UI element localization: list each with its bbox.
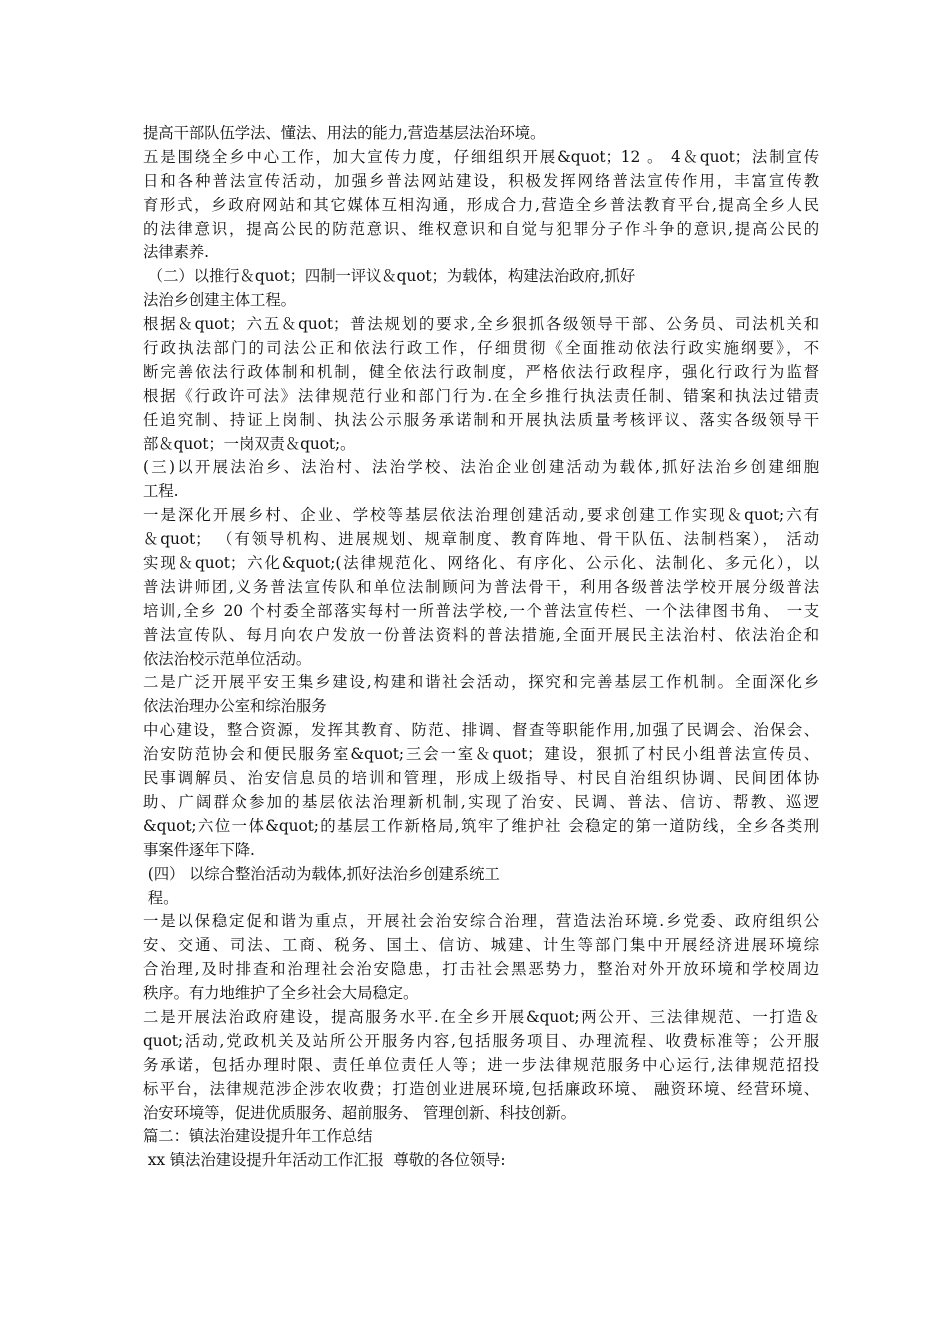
text-line: 依法治理办公室和综治服务 — [143, 697, 327, 716]
text-line: xx 镇法治建设提升年活动工作汇报 尊敬的各位领导: — [143, 1151, 506, 1170]
text-line: 的法律意识，提高公民的防范意识、维权意识和自觉与犯罪分子作斗争的意识,提高公民的 — [143, 219, 819, 238]
text-line: 根据《行政许可法》法律规范行业和部门行为.在全乡推行执法责任制、错案和执法过错责 — [143, 386, 819, 405]
text-line: 育形式，乡政府网站和其它媒体互相沟通，形成合力,营造全乡普法教育平台,提高全乡人民 — [143, 195, 819, 214]
text-line: 安、交通、司法、工商、税务、国土、信访、城建、计生等部门集中开展经济进展环境综 — [143, 936, 819, 955]
text-line: 五是围绕全乡中心工作，加大宣传力度，仔细组织开展&quot；12 。 4＆quot；法制宣传 — [143, 147, 819, 166]
text-line: 实现＆quot；六化&quot;(法律规范化、网络化、有序化、公示化、法制化、多元化），以 — [143, 554, 819, 573]
text-line: quot;活动,党政机关及站所公开服务内容,包括服务项目、办理流程、收费标准等；公开服 — [143, 1031, 819, 1050]
text-line: 断完善依法行政体制和机制，健全依法行政制度，严格依法行政程序，强化行政行为监督 — [143, 362, 819, 381]
section-heading: 篇二：镇法治建设提升年工作总结 — [143, 1127, 373, 1146]
text-line: 行政执法部门的司法公正和依法行政工作，仔细贯彻《全面推动依法行政实施纲要》，不 — [143, 339, 819, 358]
text-line: 治安环境等，促进优质服务、超前服务、 管理创新、科技创新。 — [143, 1103, 576, 1122]
text-line: 法律素养. — [143, 243, 209, 262]
document-page — [143, 122, 819, 1173]
text-line: 一是以保稳定促和谐为重点，开展社会治安综合治理，营造法治环境.乡党委、政府组织公 — [143, 912, 819, 931]
text-line: 法治乡创建主体工程。 — [143, 291, 296, 310]
text-line: 依法治校示范单位活动。 — [143, 649, 312, 668]
text-line: 部＆quot；一岗双责＆quot;。 — [143, 434, 356, 453]
text-line: 二是开展法治政府建设，提高服务水平.在全乡开展&quot;两公开、三法律规范、一打造＆ — [143, 1007, 819, 1026]
text-line: 秩序。有力地维护了全乡社会大局稳定。 — [143, 984, 419, 1003]
text-line: 事案件逐年下降. — [143, 840, 255, 859]
text-line: 标平台，法律规范涉企涉农收费；打造创业进展环境,包括廉政环境、 融资环境、经营环境、 — [143, 1079, 819, 1098]
text-line: 一是深化开展乡村、企业、学校等基层依法治理创建活动,要求创建工作实现＆quot;六有 — [143, 506, 819, 525]
text-line: 任追究制、持证上岗制、执法公示服务承诺制和开展执法质量考核评议、落实各级领导干 — [143, 410, 819, 429]
text-line: 治安防范协会和便民服务室&quot;三会一室＆quot；建设，狠抓了村民小组普法宣传员、 — [143, 745, 819, 764]
text-line: 中心建设，整合资源，发挥其教育、防范、排调、督查等职能作用,加强了民调会、治保会、 — [143, 721, 819, 740]
text-line: 合治理,及时排查和治理社会治安隐患，打击社会黑恶势力，整治对外开放环境和学校周边 — [143, 960, 819, 979]
text-line: 助、广阔群众参加的基层依法治理新机制,实现了治安、民调、普法、信访、帮教、巡逻 — [143, 792, 819, 811]
text-line: 普法讲师团,义务普法宣传队和单位法制顾问为普法骨干，利用各级普法学校开展分级普法 — [143, 577, 819, 596]
text-line: 根据＆quot；六五＆quot；普法规划的要求,全乡狠抓各级领导干部、公务员、司法机关和 — [143, 315, 819, 334]
text-line: 日和各种普法宣传活动，加强乡普法网站建设，积极发挥网络普法宣传作用，丰富宣传教 — [143, 171, 819, 190]
text-line: &quot;六位一体&quot;的基层工作新格局,筑牢了维护社 会稳定的第一道防线，全乡各类刑 — [143, 816, 819, 835]
text-line: 工程. — [143, 482, 179, 501]
text-line: 民事调解员、治安信息员的培训和管理，形成上级指导、村民自治组织协调、民间团体协 — [143, 769, 819, 788]
text-line: (三)以开展法治乡、法治村、法治学校、法治企业创建活动为载体,抓好法治乡创建细胞 — [143, 458, 819, 477]
text-line: 培训,全乡 20 个村委全部落实每村一所普法学校,一个普法宣传栏、一个法律图书角、 一支 — [143, 601, 819, 620]
text-line: (四） 以综合整治活动为载体,抓好法治乡创建系统工 — [143, 864, 500, 883]
text-line: 程。 — [143, 888, 179, 907]
text-line: ＆quot； （有领导机构、进展规划、规章制度、教育阵地、骨干队伍、法制档案）， 活动 — [143, 530, 819, 549]
text-line: 二是广泛开展平安王集乡建设,构建和谐社会活动，探究和完善基层工作机制。全面深化乡 — [143, 673, 819, 692]
text-line: 普法宣传队、每月向农户发放一份普法资料的普法措施,全面开展民主法治村、依法治企和 — [143, 625, 819, 644]
text-line: 提高干部队伍学法、懂法、用法的能力,营造基层法治环境。 — [143, 124, 546, 142]
text-line: （二）以推行＆quot；四制一评议＆quot；为载体，构建法治政府,抓好 — [143, 267, 636, 286]
text-line: 务承诺，包括办理时限、责任单位责任人等；进一步法律规范服务中心运行,法律规范招投 — [143, 1055, 819, 1074]
